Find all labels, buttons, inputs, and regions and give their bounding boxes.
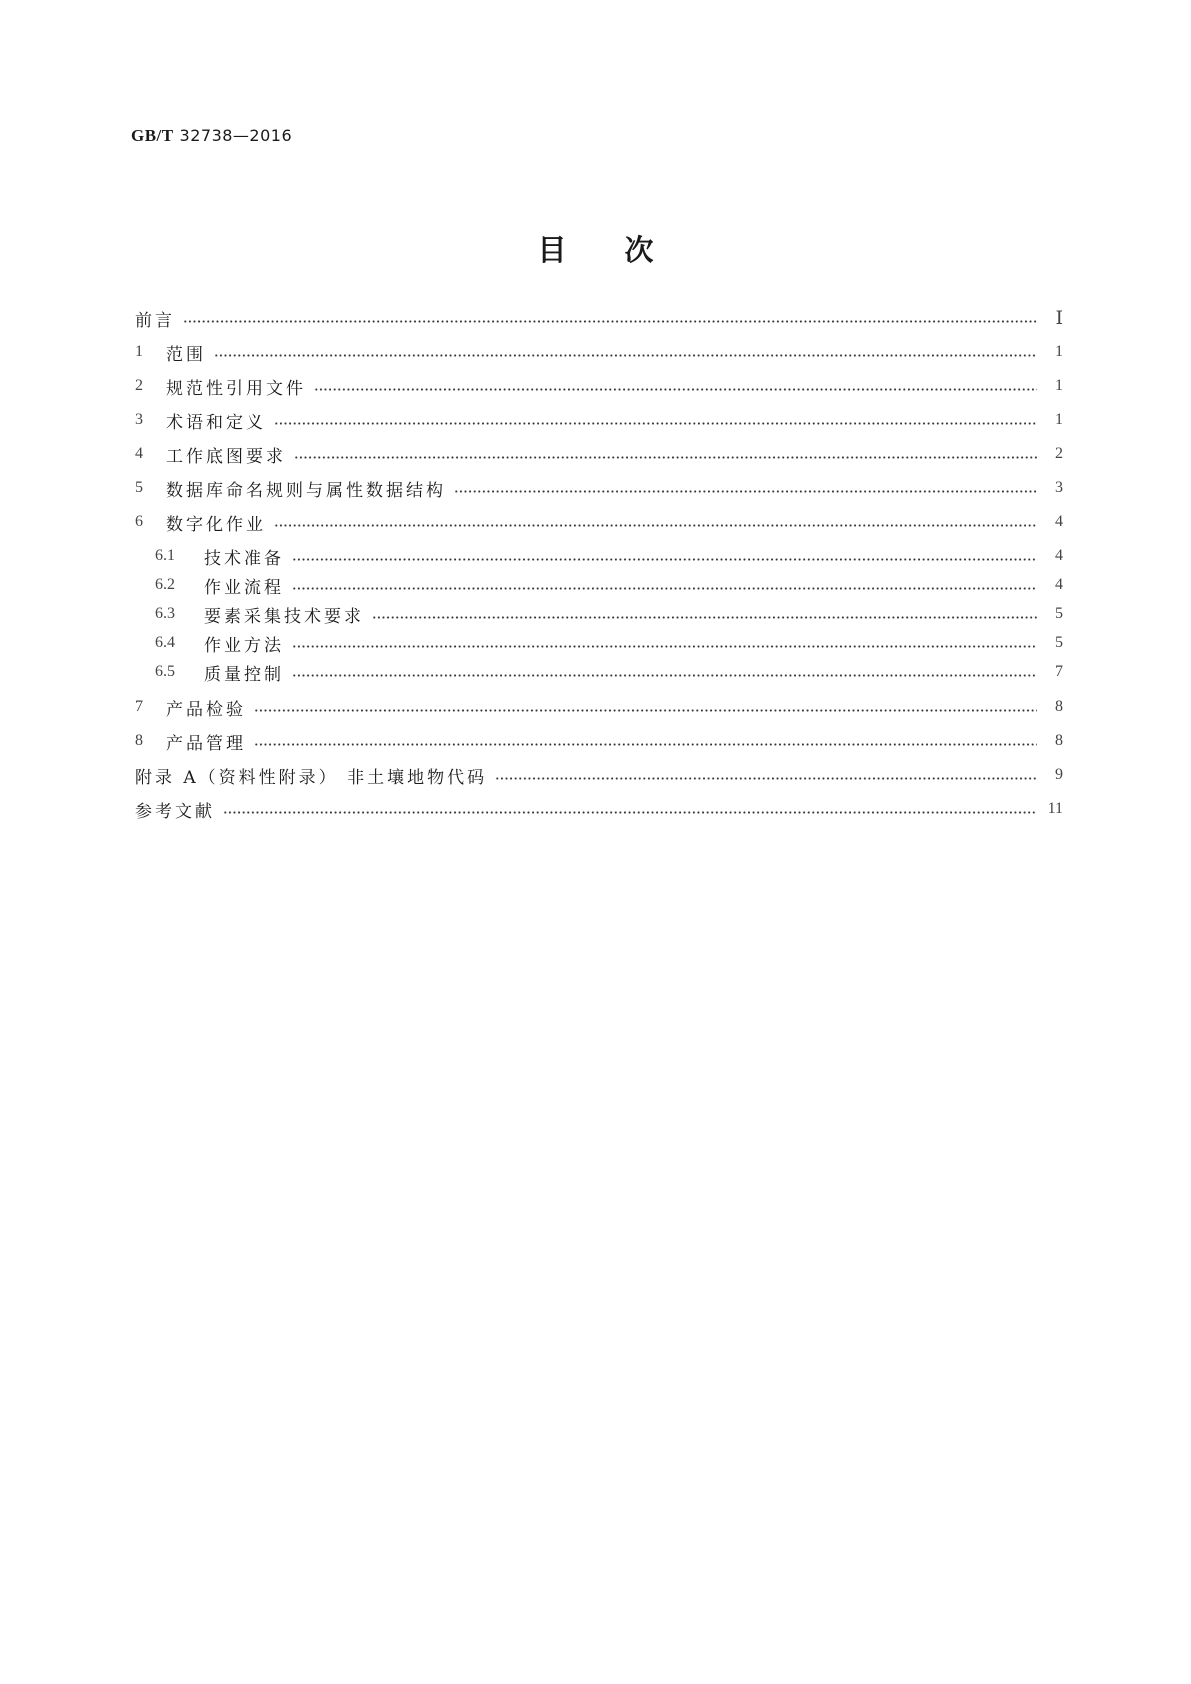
toc-entry[interactable] <box>135 762 1063 788</box>
toc-entry[interactable] <box>135 796 1063 822</box>
standard-code <box>131 126 292 146</box>
toc-leader-dots <box>214 354 1037 357</box>
toc-leader-dots <box>254 743 1037 746</box>
toc-entry-number: 1 <box>135 343 143 360</box>
toc-entry-label: 术语和定义 <box>166 412 266 433</box>
toc-entry-page: 5 <box>1055 634 1063 651</box>
toc-entry[interactable] <box>135 728 1063 754</box>
toc-entry-number: 6 <box>135 513 143 530</box>
toc-entry-number: 6.5 <box>155 663 175 680</box>
toc-entry-label: 产品检验 <box>166 699 246 720</box>
toc-entry-page: 11 <box>1047 800 1063 817</box>
standard-number: 32738—2016 <box>179 126 293 145</box>
toc-entry-page: 7 <box>1055 663 1063 680</box>
toc-entry-page: 4 <box>1055 576 1063 593</box>
toc-leader-dots <box>454 490 1037 493</box>
toc-entry-label: 参考文献 <box>135 801 215 822</box>
toc-entry[interactable] <box>135 339 1063 365</box>
toc-entry-page: 4 <box>1055 513 1063 530</box>
toc-subentry[interactable] <box>155 659 1063 685</box>
toc-leader-dots <box>372 616 1037 619</box>
toc-entry-page: 1 <box>1055 377 1063 394</box>
toc-entry-label: 规范性引用文件 <box>166 378 306 399</box>
toc-entry-number: 6.3 <box>155 605 175 622</box>
toc-leader-dots <box>274 524 1037 527</box>
toc-leader-dots <box>292 558 1037 561</box>
toc-entry-label: 作业方法 <box>204 635 284 656</box>
toc-entry-page: 3 <box>1055 479 1063 496</box>
toc-leader-dots <box>292 645 1037 648</box>
page-title: 目次 <box>537 233 712 267</box>
toc-leader-dots <box>274 422 1037 425</box>
standard-prefix: GB/T <box>131 126 174 145</box>
toc-leader-dots <box>294 456 1037 459</box>
toc-leader-dots <box>314 388 1037 391</box>
toc-entry-page: 5 <box>1055 605 1063 622</box>
toc-entry-label: 工作底图要求 <box>166 446 286 467</box>
toc-entry[interactable] <box>135 305 1063 331</box>
toc-leader-dots <box>292 587 1037 590</box>
toc-entry[interactable] <box>135 475 1063 501</box>
toc-entry-page: Ⅰ <box>1055 307 1063 329</box>
toc-subentry[interactable] <box>155 572 1063 598</box>
toc-entry-number: 7 <box>135 698 143 715</box>
toc-entry-label: 技术准备 <box>204 548 284 569</box>
toc-subentry[interactable] <box>155 601 1063 627</box>
toc-entry[interactable] <box>135 407 1063 433</box>
toc-entry-page: 8 <box>1055 698 1063 715</box>
toc-subentry[interactable] <box>155 543 1063 569</box>
toc-leader-dots <box>183 320 1037 323</box>
toc-leader-dots <box>292 674 1037 677</box>
toc-entry-page: 1 <box>1055 411 1063 428</box>
toc-entry[interactable] <box>135 509 1063 535</box>
toc-leader-dots <box>254 709 1037 712</box>
toc-entry-number: 6.2 <box>155 576 175 593</box>
toc-entry-number: 4 <box>135 445 143 462</box>
toc-entry-page: 8 <box>1055 732 1063 749</box>
toc-entry-number: 6.1 <box>155 547 175 564</box>
toc-entry-label: 数据库命名规则与属性数据结构 <box>166 480 446 501</box>
toc-subentry[interactable] <box>155 630 1063 656</box>
toc-entry-number: 6.4 <box>155 634 175 651</box>
toc-entry-page: 4 <box>1055 547 1063 564</box>
toc-entry-label: 要素采集技术要求 <box>204 606 364 627</box>
toc-entry-number: 8 <box>135 732 143 749</box>
toc-entry-page: 1 <box>1055 343 1063 360</box>
toc-entry-page: 9 <box>1055 766 1063 783</box>
toc-entry-number: 3 <box>135 411 143 428</box>
toc-entry-label: 产品管理 <box>166 733 246 754</box>
toc-entry-label: 质量控制 <box>204 664 284 685</box>
toc-leader-dots <box>223 811 1037 814</box>
toc-entry-label: 附录 A（资料性附录） 非土壤地物代码 <box>135 767 488 788</box>
toc-leader-dots <box>495 777 1037 780</box>
toc-entry-label: 作业流程 <box>204 577 284 598</box>
toc-entry[interactable] <box>135 441 1063 467</box>
toc-entry-number: 5 <box>135 479 143 496</box>
toc-entry-number: 2 <box>135 377 143 394</box>
toc-entry[interactable] <box>135 694 1063 720</box>
toc-entry-label: 范围 <box>166 344 206 365</box>
toc-entry-page: 2 <box>1055 445 1063 462</box>
toc-entry[interactable] <box>135 373 1063 399</box>
toc-entry-label: 前言 <box>135 310 175 331</box>
toc-entry-label: 数字化作业 <box>166 514 266 535</box>
